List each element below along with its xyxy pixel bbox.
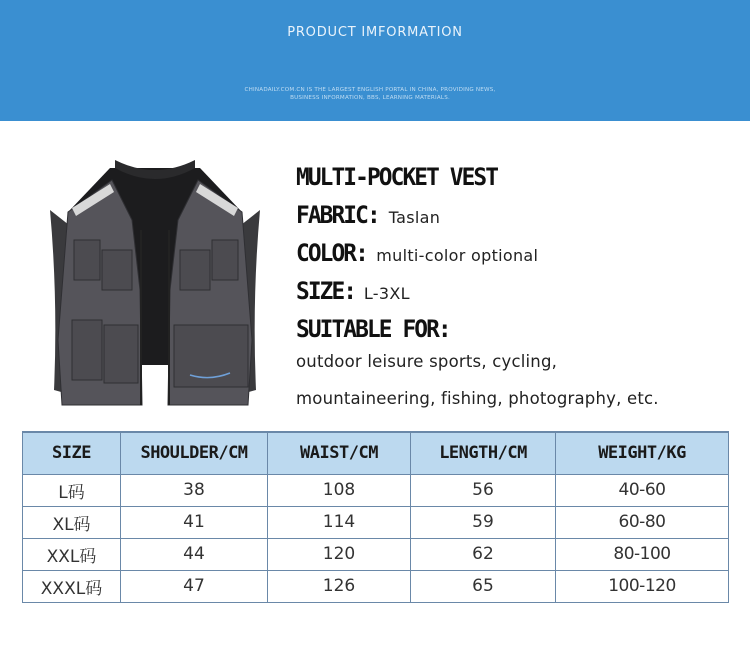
vest-icon (40, 150, 270, 420)
table-row (23, 506, 729, 538)
cell-shoulder: 38 (121, 474, 268, 506)
cell-weight: 80-100 (556, 538, 729, 570)
cell-shoulder: 47 (121, 570, 268, 602)
cell-shoulder: 44 (121, 538, 268, 570)
size-label: SIZE: (296, 277, 356, 305)
table-row (23, 570, 729, 602)
top-banner (0, 0, 750, 121)
cell-weight: 60-80 (556, 506, 729, 538)
header-waist: WAIST/CM (268, 432, 411, 474)
cell-length: 59 (411, 506, 556, 538)
banner-title: PRODUCT IMFORMATION (287, 25, 463, 40)
header-size: SIZE (23, 432, 121, 474)
vest-image (40, 150, 270, 420)
cell-size: XXXL码 (23, 570, 121, 602)
size-table (22, 431, 729, 603)
cell-shoulder: 41 (121, 506, 268, 538)
cell-size: L码 (23, 474, 121, 506)
color-label: COLOR: (296, 239, 367, 267)
cell-waist: 126 (268, 570, 411, 602)
cell-waist: 120 (268, 538, 411, 570)
cell-waist: 108 (268, 474, 411, 506)
table-header-row (23, 432, 729, 474)
size-value: L-3XL (363, 284, 410, 303)
product-name: MULTI-POCKET VEST (296, 163, 498, 191)
banner-subtitle: CHINADAILY.COM.CN IS THE LARGEST ENGLISH PORTAL IN CHINA, PROVIDING NEWS, BUSINESS INFORMATION, BBS, LEARNING MATERIALS. (244, 87, 496, 101)
cell-weight: 40-60 (556, 474, 729, 506)
fabric-row (296, 201, 440, 229)
suitable-row (296, 315, 458, 343)
size-row (296, 277, 410, 305)
cell-length: 62 (411, 538, 556, 570)
cell-waist: 114 (268, 506, 411, 538)
table-row (23, 538, 729, 570)
header-weight: WEIGHT/KG (556, 432, 729, 474)
header-shoulder: SHOULDER/CM (121, 432, 268, 474)
suitable-line-1: outdoor leisure sports, cycling, (296, 352, 558, 371)
cell-length: 56 (411, 474, 556, 506)
cell-length: 65 (411, 570, 556, 602)
cell-weight: 100-120 (556, 570, 729, 602)
header-length: LENGTH/CM (411, 432, 556, 474)
color-value: multi-color optional (376, 246, 539, 265)
fabric-value: Taslan (388, 208, 441, 227)
suitable-line-2: mountaineering, fishing, photography, etc. (296, 389, 659, 408)
table-row (23, 474, 729, 506)
cell-size: XXL码 (23, 538, 121, 570)
color-row (296, 239, 538, 267)
suitable-label: SUITABLE FOR: (296, 315, 450, 343)
fabric-label: FABRIC: (296, 201, 379, 229)
cell-size: XL码 (23, 506, 121, 538)
